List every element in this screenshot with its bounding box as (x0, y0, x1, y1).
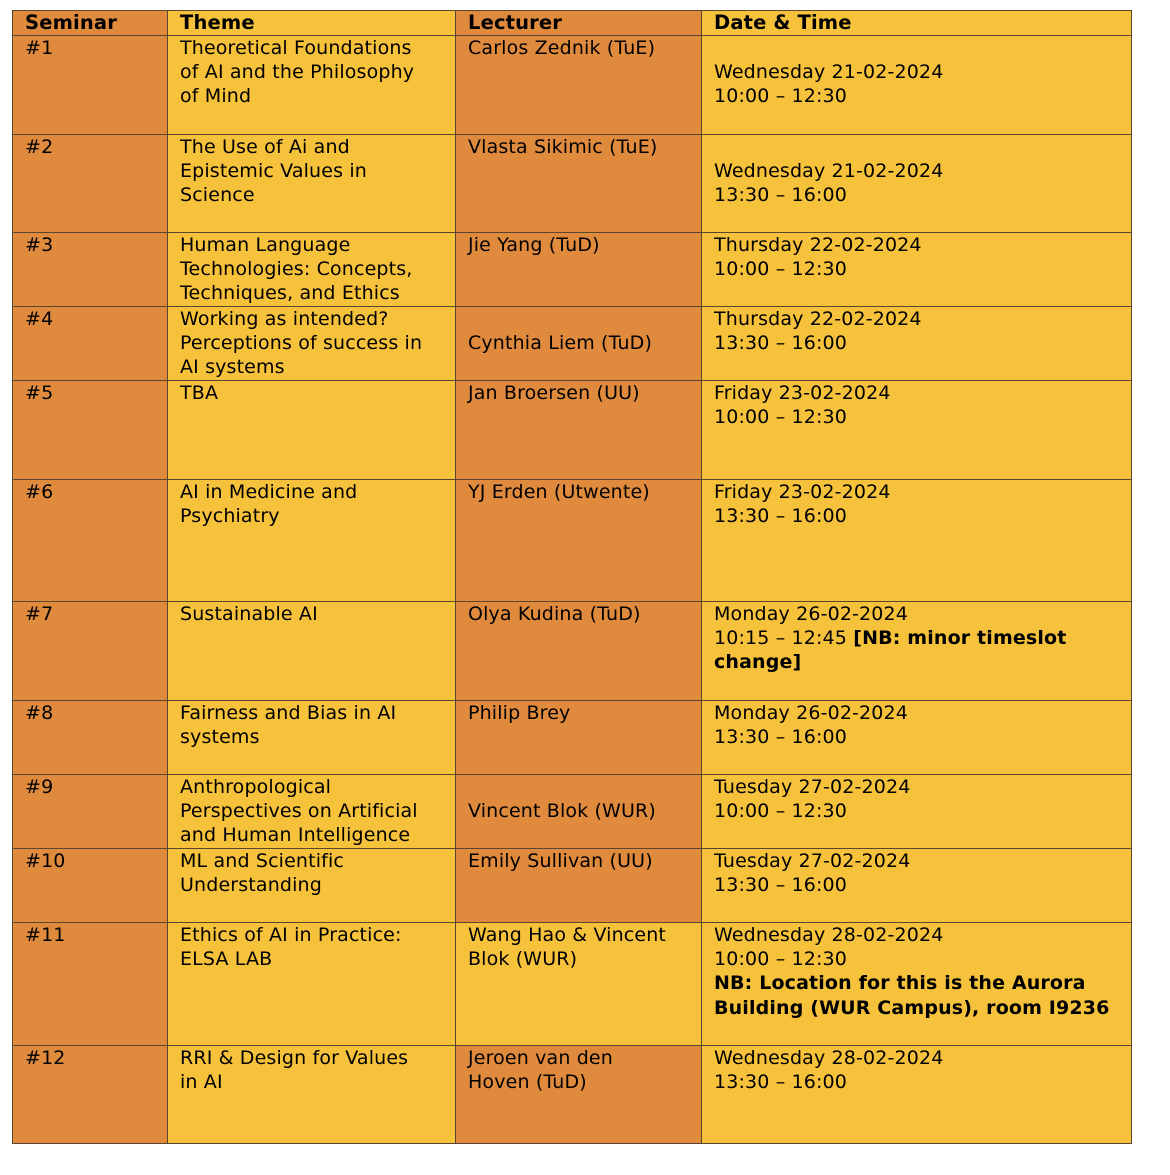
seminar-number (13, 381, 168, 480)
seminar-number (13, 701, 168, 775)
seminar-number (13, 602, 168, 701)
theme-cell (168, 36, 456, 135)
date-text: Friday 23-02-2024 (714, 481, 891, 503)
time-text: 13:30 – 16:00 (714, 184, 848, 207)
time-text: 13:30 – 16:00 (714, 332, 848, 355)
lecturer-text: Philip Brey (468, 702, 571, 724)
lecturer-text: Emily Sullivan (UU) (468, 850, 653, 872)
lecturer-cell (456, 849, 702, 923)
theme-text: RRI & Design for Values in AI (180, 1047, 409, 1094)
lecturer-text: Carlos Zednik (TuE) (468, 37, 656, 59)
lecturer-cell (456, 923, 702, 1046)
theme-cell (168, 1046, 456, 1144)
lecturer-text: Jeroen van den Hoven (TuD) (468, 1047, 613, 1094)
date-time-cell (702, 36, 1132, 135)
seminar-number (13, 135, 168, 233)
seminar-number (13, 923, 168, 1046)
theme-cell (168, 233, 456, 307)
theme-cell (168, 775, 456, 849)
date-time-cell (702, 307, 1132, 381)
lecturer-cell (456, 602, 702, 701)
header-date-time: Date & Time (702, 11, 1132, 36)
theme-cell (168, 602, 456, 701)
table-row (13, 849, 1132, 923)
lecturer-text: Cynthia Liem (TuD) (468, 332, 653, 354)
seminar-number-text: #2 (25, 136, 54, 158)
header-seminar: Seminar (13, 11, 168, 36)
lecturer-text: Vincent Blok (WUR) (468, 800, 656, 822)
lecturer-text: Olya Kudina (TuD) (468, 603, 641, 625)
lecturer-cell (456, 701, 702, 775)
theme-text: Working as intended? Perceptions of success in AI systems (180, 308, 423, 379)
time-text: 13:30 – 16:00 (714, 874, 848, 897)
time-text: 13:30 – 16:00 (714, 1071, 848, 1094)
date-text: Wednesday 28-02-2024 (714, 924, 944, 946)
date-time-cell (702, 1046, 1132, 1144)
theme-text: The Use of Ai and Epistemic Values in Science (180, 136, 367, 207)
timeslot-note: [NB: minor timeslot change] (714, 627, 1067, 674)
theme-text: AI in Medicine and Psychiatry (180, 481, 358, 528)
seminar-number-text: #12 (25, 1047, 66, 1069)
lecturer-cell (456, 307, 702, 381)
theme-cell (168, 923, 456, 1046)
theme-cell (168, 135, 456, 233)
lecturer-cell (456, 480, 702, 602)
time-text: 10:15 – 12:45 (714, 627, 848, 650)
theme-cell (168, 480, 456, 602)
theme-text: Anthropological Perspectives on Artificial and Human Intelligence (180, 776, 418, 847)
seminar-number-text: #4 (25, 308, 54, 330)
seminar-number (13, 480, 168, 602)
table-row (13, 775, 1132, 849)
table-row (13, 602, 1132, 701)
lecturer-text: Vlasta Sikimic (TuE) (468, 136, 658, 158)
time-text: 10:00 – 12:30 (714, 258, 848, 281)
date-text: Thursday 22-02-2024 (714, 234, 922, 256)
lecturer-cell (456, 775, 702, 849)
time-text: 10:00 – 12:30 (714, 406, 848, 429)
date-text: Monday 26-02-2024 (714, 702, 909, 724)
table-row (13, 381, 1132, 480)
seminar-number (13, 307, 168, 381)
time-text: 10:00 – 12:30 (714, 85, 848, 108)
seminar-schedule-table (12, 10, 1132, 1144)
lecturer-cell (456, 135, 702, 233)
location-note: NB: Location for this is the Aurora Building (WUR Campus), room I9236 (714, 972, 1110, 1019)
date-text: Thursday 22-02-2024 (714, 308, 922, 330)
seminar-number-text: #6 (25, 481, 54, 503)
seminar-number (13, 1046, 168, 1144)
date-text: Wednesday 28-02-2024 (714, 1047, 944, 1069)
theme-text: TBA (180, 382, 219, 404)
lecturer-text: Wang Hao & Vincent Blok (WUR) (468, 924, 667, 971)
table-row (13, 307, 1132, 381)
date-text: Tuesday 27-02-2024 (714, 850, 911, 872)
date-time-cell (702, 923, 1132, 1046)
theme-cell (168, 701, 456, 775)
seminar-number-text: #7 (25, 603, 54, 625)
seminar-number-text: #9 (25, 776, 54, 798)
date-time-cell (702, 135, 1132, 233)
time-text: 10:00 – 12:30 (714, 948, 848, 971)
time-text: 13:30 – 16:00 (714, 726, 848, 749)
time-text: 13:30 – 16:00 (714, 505, 848, 528)
seminar-number-text: #1 (25, 37, 54, 59)
date-text: Monday 26-02-2024 (714, 603, 909, 625)
lecturer-cell (456, 233, 702, 307)
theme-text: Theoretical Foundations of AI and the Philosophy of Mind (180, 37, 415, 108)
seminar-number-text: #5 (25, 382, 54, 404)
theme-cell (168, 307, 456, 381)
seminar-number-text: #8 (25, 702, 54, 724)
seminar-number-text: #10 (25, 850, 66, 872)
lecturer-text: Jan Broersen (UU) (468, 382, 640, 404)
lecturer-cell (456, 1046, 702, 1144)
lecturer-text: YJ Erden (Utwente) (468, 481, 650, 503)
theme-text: ML and Scientific Understanding (180, 850, 345, 897)
lecturer-text: Jie Yang (TuD) (468, 234, 600, 256)
date-text: Tuesday 27-02-2024 (714, 776, 911, 798)
seminar-number (13, 775, 168, 849)
date-time-cell (702, 602, 1132, 701)
seminar-number-text: #11 (25, 924, 66, 946)
table-row (13, 480, 1132, 602)
date-text: Friday 23-02-2024 (714, 382, 891, 404)
table-row (13, 135, 1132, 233)
theme-text: Fairness and Bias in AI systems (180, 702, 397, 749)
lecturer-cell (456, 381, 702, 480)
theme-cell (168, 381, 456, 480)
lecturer-cell (456, 36, 702, 135)
date-text: Wednesday 21-02-2024 (714, 61, 944, 83)
header-row (13, 11, 1132, 36)
theme-text: Human Language Technologies: Concepts, Techniques, and Ethics (180, 234, 413, 305)
date-text: Wednesday 21-02-2024 (714, 160, 944, 182)
theme-text: Sustainable AI (180, 603, 318, 625)
seminar-number (13, 849, 168, 923)
date-time-cell (702, 381, 1132, 480)
seminar-number (13, 36, 168, 135)
date-time-cell (702, 701, 1132, 775)
header-theme: Theme (168, 11, 456, 36)
table-row (13, 233, 1132, 307)
table-row (13, 701, 1132, 775)
theme-text: Ethics of AI in Practice: ELSA LAB (180, 924, 402, 971)
date-time-cell (702, 480, 1132, 602)
theme-cell (168, 849, 456, 923)
date-time-cell (702, 233, 1132, 307)
table-row (13, 36, 1132, 135)
table-row (13, 1046, 1132, 1144)
date-time-cell (702, 775, 1132, 849)
seminar-number-text: #3 (25, 234, 54, 256)
seminar-number (13, 233, 168, 307)
table-row (13, 923, 1132, 1046)
header-lecturer: Lecturer (456, 11, 702, 36)
time-text: 10:00 – 12:30 (714, 800, 848, 823)
date-time-cell (702, 849, 1132, 923)
